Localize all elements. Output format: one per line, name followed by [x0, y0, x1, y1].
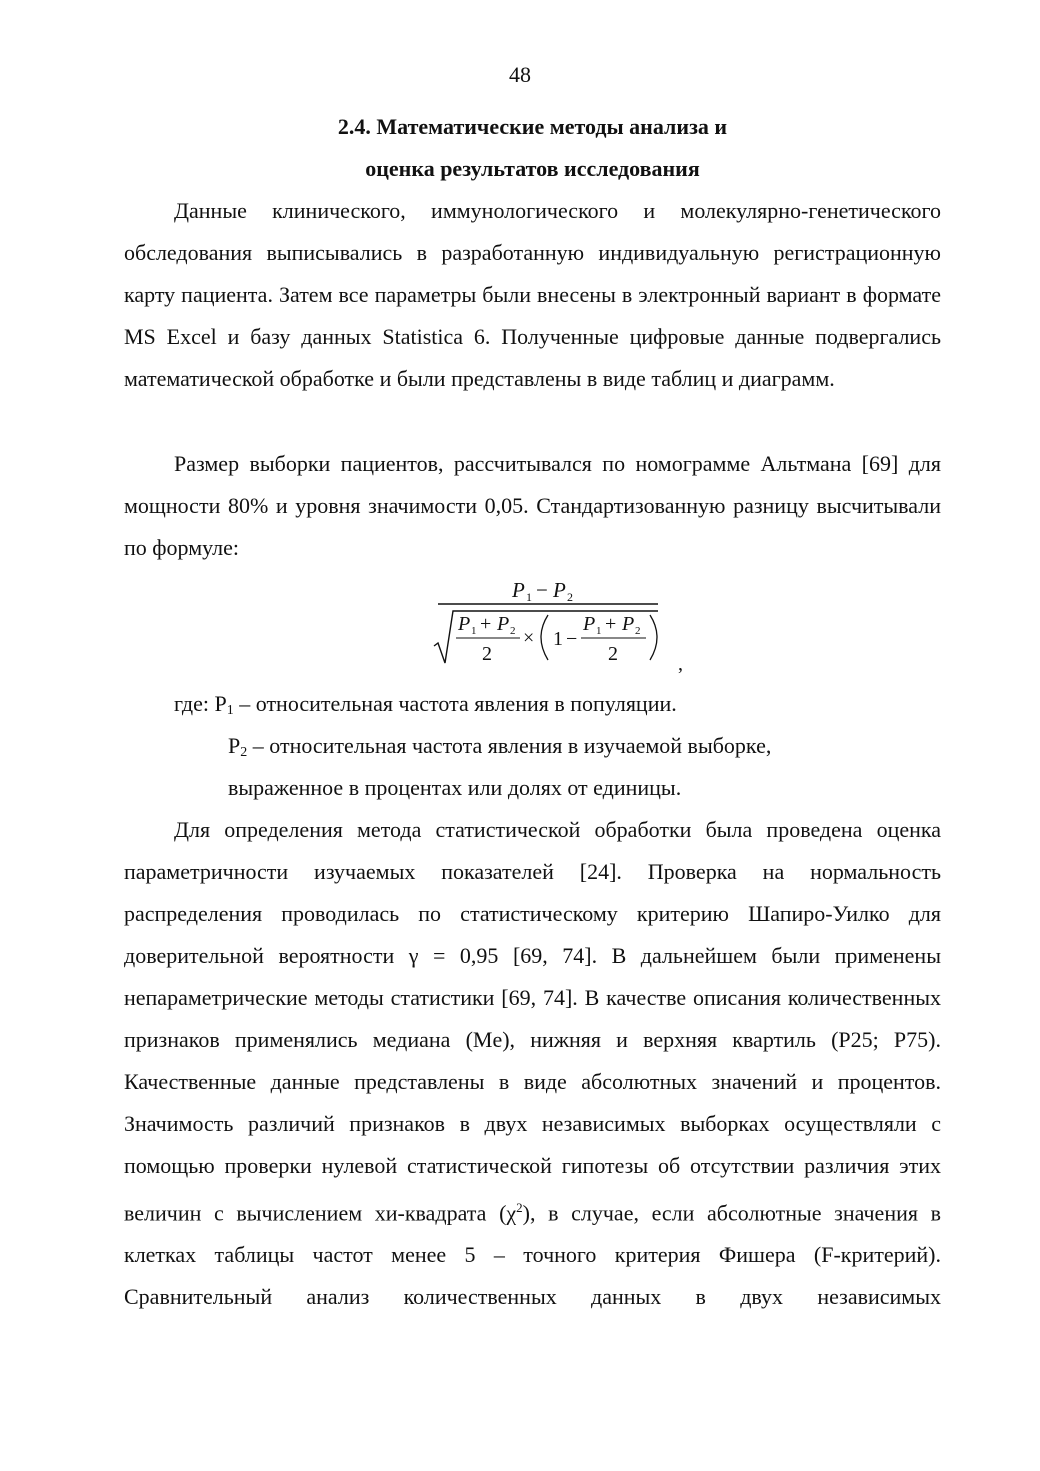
inner-left-denominator: 2 [482, 643, 492, 665]
definition-p2-text: – относительная частота явления в изучаемой выборке, [247, 733, 772, 758]
definition-p1-text: – относительная частота явления в популяции. [233, 691, 677, 716]
one-digit: 1 [553, 628, 563, 650]
paragraph-3 [124, 809, 941, 1318]
inner-right-p2: P [622, 613, 635, 635]
section-heading-line1: 2.4. Математические методы анализа и [337, 114, 728, 139]
right-parenthesis [650, 615, 657, 660]
paragraph-2: Размер выборки пациентов, рассчитывался по номограмме Альтмана [69] для мощности 80% и уровня значимости 0,05. Стандартизованную разницу высчитывали по формуле: [124, 451, 941, 560]
inner-left-plus: + [480, 613, 492, 635]
paragraph-3-block [124, 809, 941, 1318]
left-parenthesis [541, 615, 548, 660]
definition-p1-subscript: 1 [226, 703, 234, 718]
numerator-sub1: 1 [526, 590, 532, 604]
definition-p2-continued: выраженное в процентах или долях от единицы. [228, 775, 682, 800]
numerator-minus: − [536, 578, 548, 602]
paren-minus: − [566, 628, 578, 650]
inner-left-p2: P [497, 613, 510, 635]
times-sign: × [523, 627, 535, 649]
inner-left-sub2: 2 [510, 625, 516, 637]
definition-prefix: где: P [174, 691, 227, 716]
inner-left-sub1: 1 [471, 625, 477, 637]
numerator-sub2: 2 [567, 590, 573, 604]
inner-right-sub1: 1 [596, 625, 602, 637]
paragraph-3-part-a: Для определения метода статистической обработки была проведена оценка параметричности изучаемых показателей [24]. Проверка на нормальность распределения проводилась по статистическому критерию Шапиро-Уилко для доверительной вероятности γ = 0,95 [69, 74]. В дальнейшем были применены непараметрические методы статистики [69, 74]. В качестве описания количественных признаков применялись медиана (Me), нижняя и верхняя квартиль (P25; P75). Качественные данные представлены в виде абсолютных значений и процентов. Значимость различий признаков в двух независимых выборках осуществляли с помощью проверки нулевой статистической гипотезы об отсутствии различия этих величин с вычислением хи-квадрата (χ [124, 817, 941, 1226]
standardized-difference-formula [420, 568, 700, 678]
formula-comma: , [678, 653, 683, 675]
paragraph-1: Данные клинического, иммунологического и молекулярно-генетического обследования выписывались в разработанную индивидуальную регистрационную карту пациента. Затем все параметры были внесены в электронный вариант в формате MS Excel и базу данных Statistica 6. Полученные цифровые данные подвергались математической обработке и были представлены в виде таблиц и диаграмм. [124, 198, 941, 391]
definition-p2-label: P [228, 733, 241, 758]
numerator-p2: P [553, 578, 566, 602]
chi-square-superscript: 2 [516, 1200, 523, 1215]
inner-right-plus: + [605, 613, 617, 635]
definition-p2-subscript: 2 [240, 745, 248, 760]
inner-right-denominator: 2 [608, 643, 618, 665]
paragraph-3-part-b: ), в случае, если абсолютные значения в клетках таблицы частот менее 5 – точного критерия Фишера (F-критерий). Сравнительный анализ количественных данных в двух независимых [124, 1200, 941, 1310]
numerator-p1: P [512, 578, 525, 602]
inner-left-p1: P [458, 613, 471, 635]
paragraph-2-block [124, 443, 941, 569]
paragraph-1-block [124, 190, 941, 400]
page-number: 48 [509, 62, 531, 87]
inner-right-p1: P [583, 613, 596, 635]
inner-right-sub2: 2 [635, 625, 641, 637]
section-heading-line2: оценка результатов исследования [365, 156, 700, 181]
